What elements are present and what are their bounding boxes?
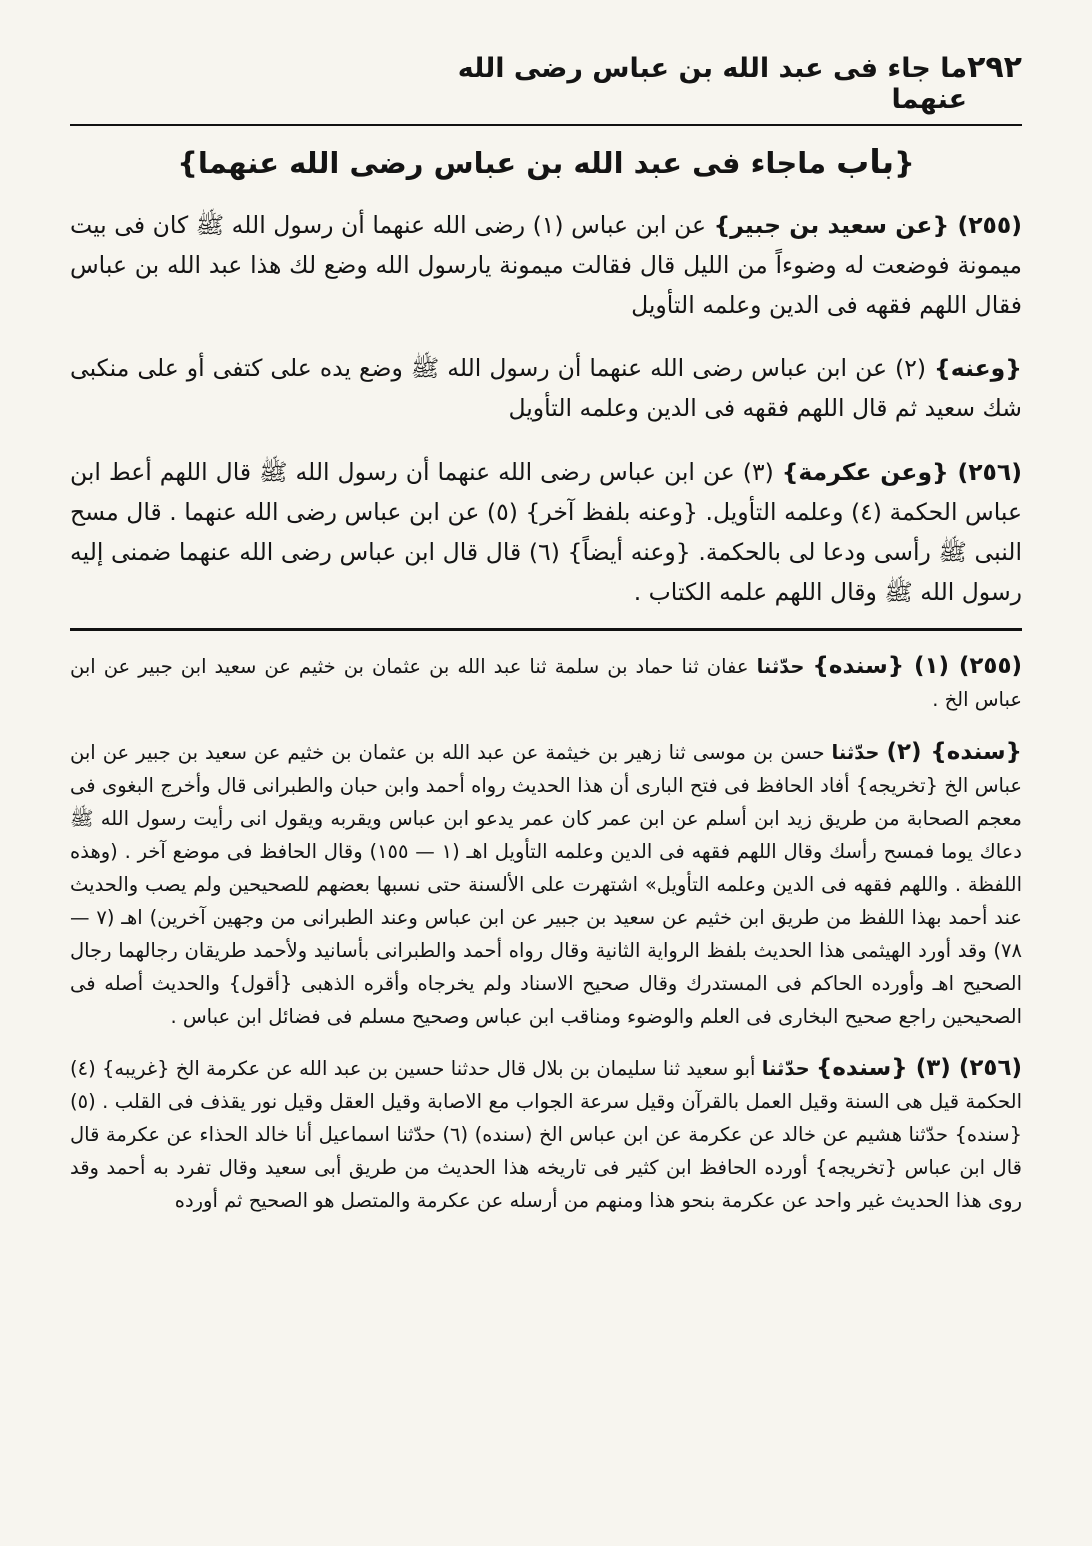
note-head: (٢٥٥) (١) {سنده} <box>812 653 1023 679</box>
footnote-256 <box>70 1052 1022 1217</box>
chapter-bab: باب <box>836 142 895 181</box>
hadith-255 <box>70 205 1022 325</box>
hadith-head: (٢٥٥) {عن سعيد بن جبير} <box>713 210 1022 239</box>
chapter-title-text: ماجاء فى عبد الله بن عباس رضى الله عنهما <box>197 146 827 180</box>
hadith-text: (٢) عن ابن عباس رضى الله عنهما أن رسول الله ﷺ وضع يده على كتفى أو على منكبى شك سعيد ثم قال اللهم فقهه فى الدين وعلمه التأويل <box>70 354 1022 422</box>
hadith-256 <box>70 452 1022 612</box>
page-header <box>70 50 1022 115</box>
header-rule <box>70 124 1022 126</box>
page <box>70 50 1022 1235</box>
hadith-text: عن ابن عباس (١) رضى الله عنهما أن رسول الله ﷺ كان فى بيت ميمونة فوضعت له وضوءاً من الليل قال فقالت ميمونة يارسول الله وضع لك هذا عبد الله بن عباس فقال اللهم فقهه فى الدين وعلمه التأويل <box>70 210 1022 319</box>
note-tag: حدّثنا <box>756 655 805 678</box>
hadith-head: {وعنه} <box>934 354 1022 382</box>
hadith-text: (٣) عن ابن عباس رضى الله عنهما أن رسول الله ﷺ قال اللهم أعط ابن عباس الحكمة (٤) وعلمه التأويل. {وعنه بلفظ آخر} (٥) عن ابن عباس رضى الله عنهما . قال مسح النبى ﷺ رأسى ودعا لى بالحكمة. {وعنه أيضاً} (٦) قال قال ابن عباس رضى الله عنهما ضمنى إليه رسول الله ﷺ وقال اللهم علمه الكتاب . <box>70 457 1022 606</box>
chapter-title: {باب ماجاء فى عبد الله بن عباس رضى الله عنهما} <box>177 142 915 181</box>
hadith-head: (٢٥٦) {وعن عكرمة} <box>781 457 1022 486</box>
footnote-255-2 <box>70 736 1022 1033</box>
note-head: (٢٥٦) (٣) {سنده} <box>815 1055 1023 1081</box>
hadith-255-2 <box>70 348 1022 428</box>
page-number: ٢٩٢ <box>967 50 1022 85</box>
footnote-255-1 <box>70 650 1022 716</box>
note-tag: حدّثنا <box>761 1057 810 1080</box>
note-head: {سنده} (٢) <box>886 738 1022 765</box>
running-title: ما جاء فى عبد الله بن عباس رضى الله عنهما <box>457 53 968 115</box>
footnote-rule <box>70 628 1022 631</box>
note-text: أبو سعيد ثنا سليمان بن بلال قال حدثنا حسين بن عبد الله عن عكرمة الخ {غريبه} (٤) الحكمة قيل هى السنة وقيل العمل بالقرآن وقيل سرعة الجواب مع الاصابة وقيل العقل وقيل نور يقذف فى القلب . (٥) {سنده} حدّثنا هشيم عن خالد عن عكرمة عن ابن عباس الخ (سنده) (٦) حدّثنا اسماعيل أنا خالد الحذاء عن عكرمة قال قال ابن عباس {تخريجه} أورده الحافظ ابن كثير فى تاريخه هذا الحديث من طريق أبى سعيد وقال تفرد به أحمد وقد روى هذا الحديث غير واحد عن عكرمة بنحو هذا ومنهم من أرسله عن عكرمة والمتصل هو الصحيح ثم أورده <box>70 1057 1022 1212</box>
note-text: حسن بن موسى ثنا زهير بن خيثمة عن عبد الله بن عثمان بن خثيم عن سعيد بن جبير عن ابن عباس الخ {تخريجه} أفاد الحافظ فى فتح البارى أن هذا الحديث رواه أحمد وابن حبان والطبرانى قال وأخرج البغوى فى معجم الصحابة من طريق زيد ابن أسلم عن ابن عمر كان عمر يدعو ابن عباس ويقربه ويقول انى رأيت رسول الله ﷺ دعاك يوما فمسح رأسك وقال اللهم فقهه فى الدين وعلمه التأويل اهـ (١ — ١٥٥) وقال الحافظ فى موضع آخر . (وهذه اللفظة . واللهم فقهه فى الدين وعلمه التأويل» اشتهرت على الألسنة حتى نسبها بعضهم للصحيحين ولم يصب والحديث عند أحمد بهذا اللفظ من طريق ابن خثيم عن سعيد بن جبير عن ابن عباس وعند الطبرانى من وجهين آخرين) اهـ (٧ — ٧٨) وقد أورد الهيثمى هذا الحديث بلفظ الرواية الثانية وقال رواه أحمد والطبرانى بأسانيد ولأحمد طريقان رجالهما رجال الصحيح اهـ وأورده الحاكم فى المستدرك وقال صحيح الاسناد ولم يخرجاه وأقره الذهبى {أقول} والحديث أصله فى الصحيحين راجع صحيح البخارى فى العلم والوضوء ومناقب ابن عباس وصحيح مسلم فى فضائل ابن عباس . <box>70 740 1022 1028</box>
note-text: عفان ثنا حماد بن سلمة ثنا عبد الله بن عثمان بن خثيم عن سعيد ابن جبير عن ابن عباس الخ . <box>70 655 1022 711</box>
note-tag: حدّثنا <box>831 740 880 764</box>
